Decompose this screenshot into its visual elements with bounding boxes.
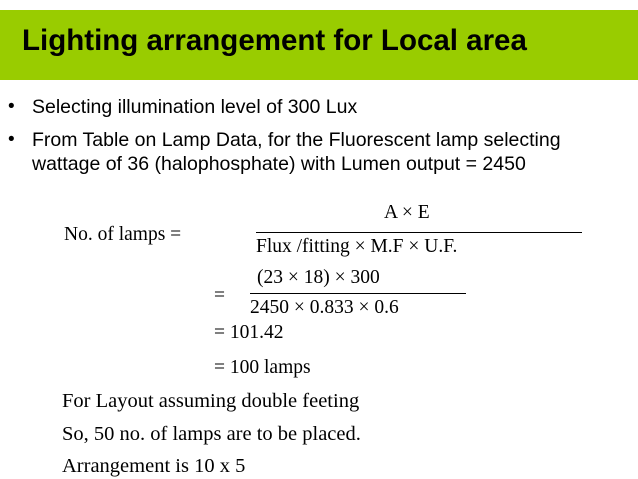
bullet-icon: • <box>8 129 15 150</box>
bullet-list <box>0 95 638 185</box>
fraction-2 <box>250 268 466 324</box>
bullet-text: From Table on Lamp Data, for the Fluorescent lamp selecting wattage of 36 (halophosphate) with Lumen output = 2450 <box>32 129 561 175</box>
note-line: For Layout assuming double feeting <box>62 390 360 412</box>
formula-lhs: No. of lamps = <box>64 224 182 245</box>
fraction-2-bar <box>250 293 466 294</box>
bullet-item <box>0 128 638 176</box>
note-line: So, 50 no. of lamps are to be placed. <box>62 423 361 445</box>
fraction-1-bar <box>256 232 582 233</box>
fraction-1-denominator: Flux /fitting × M.F × U.F. <box>256 236 458 257</box>
bullet-item <box>0 95 638 119</box>
fraction-1-numerator: A × E <box>384 202 430 223</box>
formula-result-2: = 100 lamps <box>214 357 311 378</box>
note-line: Arrangement is 10 x 5 <box>62 455 246 477</box>
formula-result-1: = 101.42 <box>214 322 284 343</box>
fraction-1 <box>256 203 582 259</box>
formula-equals: = <box>214 285 225 306</box>
bullet-icon: • <box>8 96 15 117</box>
slide-title: Lighting arrangement for Local area <box>22 24 527 57</box>
fraction-2-denominator: 2450 × 0.833 × 0.6 <box>250 297 399 318</box>
fraction-2-numerator: (23 × 18) × 300 <box>257 267 380 288</box>
bullet-text: Selecting illumination level of 300 Lux <box>32 96 358 118</box>
